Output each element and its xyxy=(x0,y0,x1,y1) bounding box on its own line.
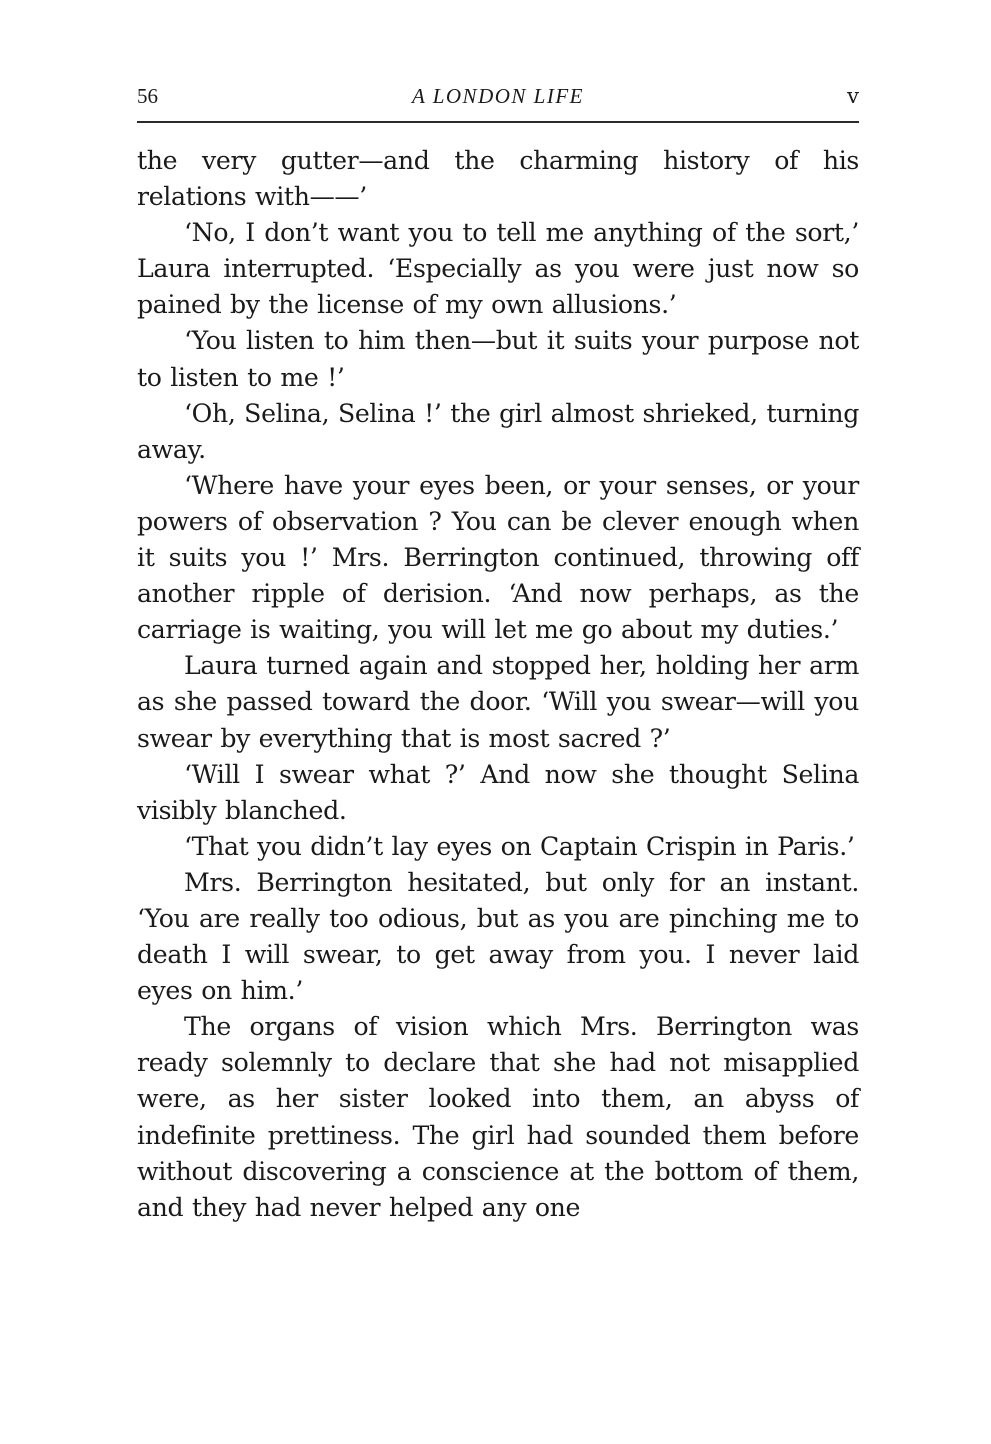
body-text xyxy=(137,143,859,1226)
paragraph: ‘No, I don’t want you to tell me anything of the sort,’ Laura interrupted. ‘Especially as you were just now so pained by the license of my own allusions.’ xyxy=(137,218,859,320)
paragraph: Laura turned again and stopped her, holding her arm as she passed toward the door. ‘Will you swear—will you swear by everything that is most sacred ?’ xyxy=(137,651,859,753)
paragraph: The organs of vision which Mrs. Berrington was ready solemnly to declare that she had not misapplied were, as her sister looked into them, an abyss of indefinite prettiness. The girl had sounded them before without discovering a conscience at the bottom of them, and they had never helped any one xyxy=(137,1012,859,1222)
paragraph: ‘Will I swear what ?’ And now she thought Selina visibly blanched. xyxy=(137,759,859,825)
page-number: 56 xyxy=(137,84,158,108)
paragraph: ‘That you didn’t lay eyes on Captain Crispin in Paris.’ xyxy=(184,831,855,861)
chapter-number: v xyxy=(847,84,859,108)
book-page xyxy=(137,78,859,1226)
paragraph-continued: the very gutter—and the charming history of his relations with——’ xyxy=(137,146,859,212)
header-rule xyxy=(137,121,859,123)
book-title: A LONDON LIFE xyxy=(412,84,584,108)
paragraph: Mrs. Berrington hesitated, but only for an instant. ‘You are really too odious, but as you are pinching me to death I will swear, to get away from you. I never laid eyes on him.’ xyxy=(137,867,859,1006)
paragraph: ‘You listen to him then—but it suits your purpose not to listen to me !’ xyxy=(137,326,859,392)
paragraph: ‘Oh, Selina, Selina !’ the girl almost shrieked, turning away. xyxy=(137,398,859,464)
running-head xyxy=(137,78,859,112)
paragraph: ‘Where have your eyes been, or your senses, or your powers of observation ? You can be clever enough when it suits you !’ Mrs. Berrington continued, throwing off another ripple of derision. ‘And now perhaps, as the carriage is waiting, you will let me go about my duties.’ xyxy=(137,470,859,645)
